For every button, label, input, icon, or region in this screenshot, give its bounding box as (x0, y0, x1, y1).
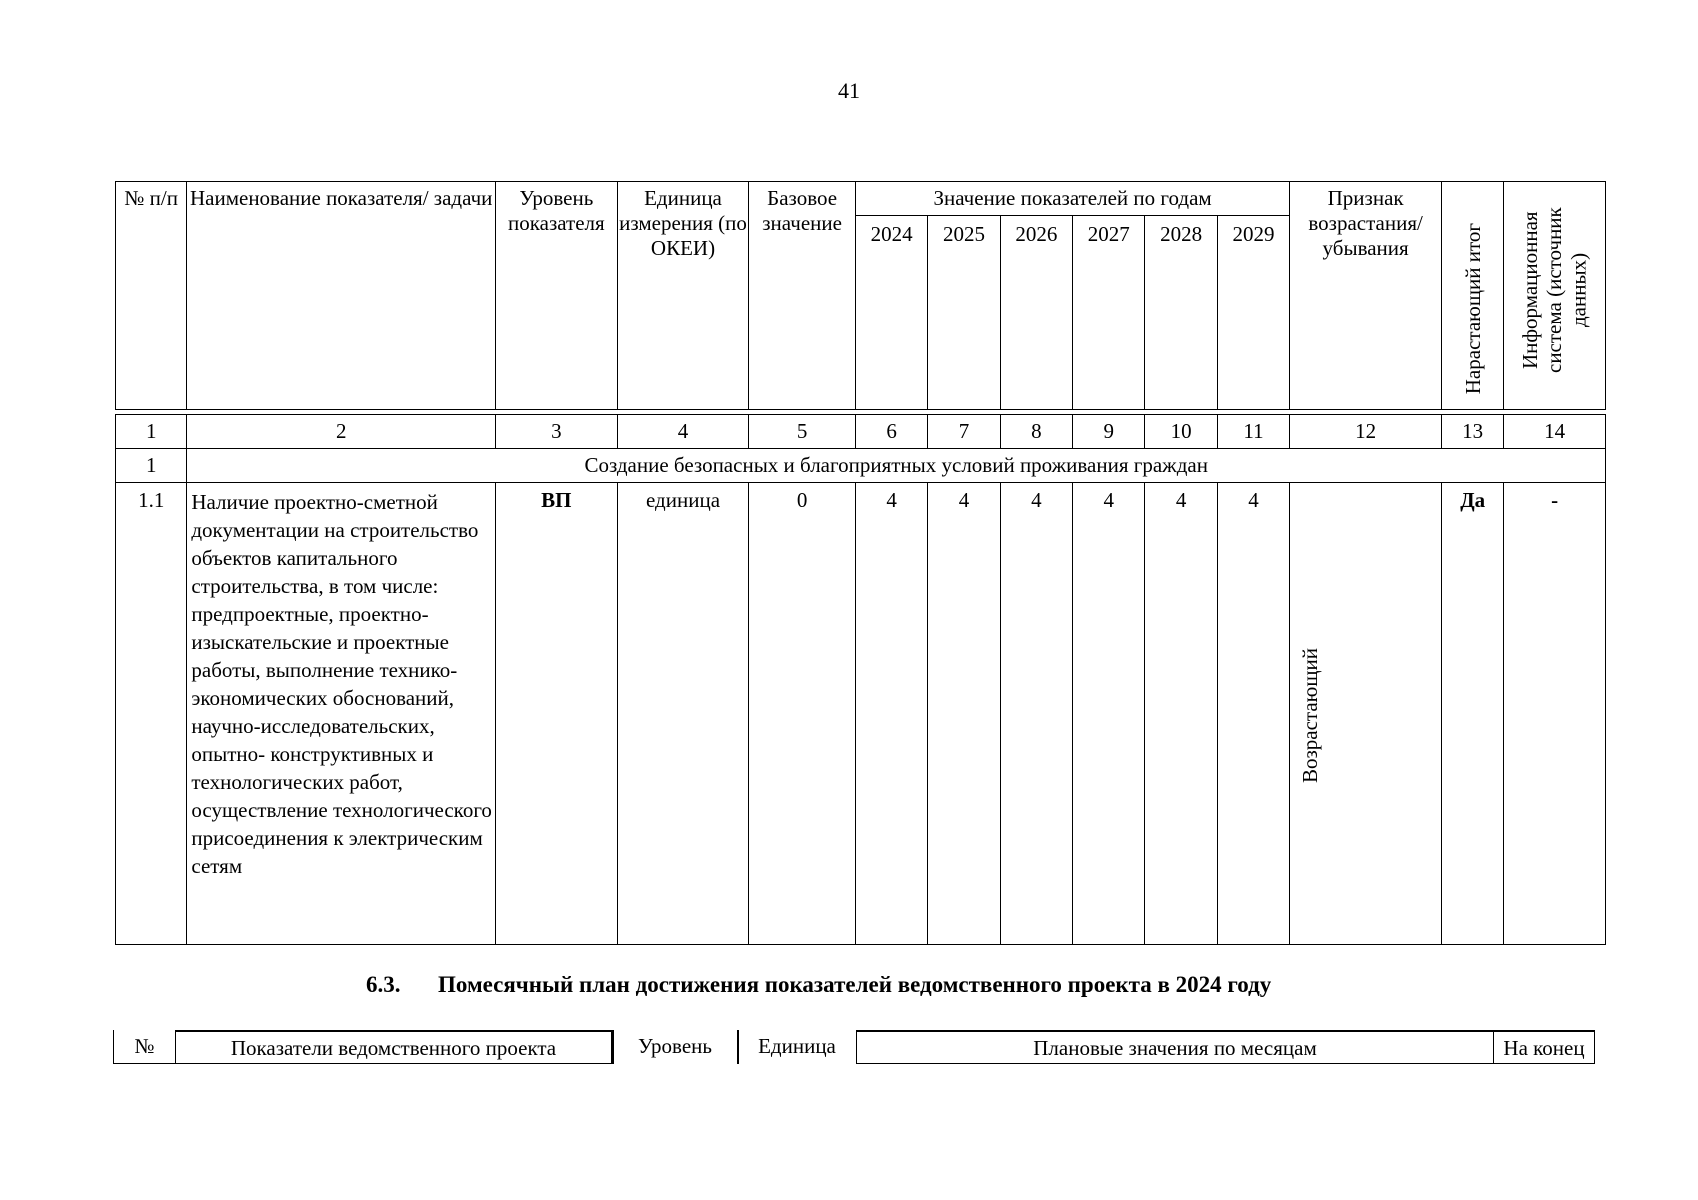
column-number: 13 (1442, 415, 1504, 449)
header-info-system (1504, 182, 1606, 410)
row-value-2029: 4 (1217, 483, 1289, 945)
header-year-2029: 2029 (1217, 216, 1289, 410)
column-number: 6 (855, 415, 927, 449)
next-table-header-unit: Единица (758, 1034, 836, 1058)
column-number: 1 (116, 415, 187, 449)
row-num: 1.1 (116, 483, 187, 945)
header-years-group: Значение показателей по годам (855, 182, 1289, 216)
column-number: 9 (1073, 415, 1145, 449)
page-number: 41 (838, 78, 860, 103)
row-value-2024: 4 (855, 483, 927, 945)
row-name: Наличие проектно-сметной документации на строительство объектов капитального строительства, в том числе: предпроектные, проектно-изыскательские и проектные работы, выполнение технико-экономических обоснований, научно-исследовательских, опытно- конструктивных и технологических работ, осуществление технологического присоединения к электрическим сетям (187, 483, 496, 945)
row-level: ВП (496, 483, 618, 945)
row-value-2027: 4 (1073, 483, 1145, 945)
row-trend-text: Возрастающий (1298, 648, 1323, 784)
indicators-table-header (115, 181, 1606, 410)
divider (737, 1030, 739, 1064)
row-trend (1290, 483, 1442, 945)
column-number: 7 (928, 415, 1000, 449)
column-number: 2 (187, 415, 496, 449)
column-number: 4 (617, 415, 749, 449)
header-year-2028: 2028 (1145, 216, 1217, 410)
table-row (116, 483, 1606, 945)
section-row (116, 449, 1606, 483)
next-table-header-level: Уровень (638, 1034, 712, 1058)
header-year-2024: 2024 (855, 216, 927, 410)
next-section-title: Помесячный план достижения показателей ведомственного проекта в 2024 году (438, 972, 1272, 997)
column-number: 3 (496, 415, 618, 449)
column-number: 14 (1504, 415, 1606, 449)
column-numbers-row (116, 415, 1606, 449)
header-cumulative-text: Нарастающий итог (1460, 223, 1485, 395)
header-num: № п/п (116, 182, 187, 410)
row-base: 0 (749, 483, 856, 945)
row-cumulative: Да (1442, 483, 1504, 945)
header-level: Уровень показателя (496, 182, 618, 410)
next-table-header-end: На конец (1494, 1030, 1595, 1064)
next-section-heading (366, 972, 1271, 998)
row-value-2026: 4 (1000, 483, 1072, 945)
column-number: 11 (1217, 415, 1289, 449)
row-value-2028: 4 (1145, 483, 1217, 945)
next-table-header-num: № (113, 1030, 175, 1064)
column-number: 12 (1290, 415, 1442, 449)
column-number: 5 (749, 415, 856, 449)
header-year-2026: 2026 (1000, 216, 1072, 410)
section-title: Создание безопасных и благоприятных условий проживания граждан (187, 449, 1606, 483)
column-number: 10 (1145, 415, 1217, 449)
section-num: 1 (116, 449, 187, 483)
next-table-header-monthly: Плановые значения по месяцам (856, 1030, 1494, 1064)
header-cumulative (1442, 182, 1504, 410)
header-year-2025: 2025 (928, 216, 1000, 410)
row-unit: единица (617, 483, 749, 945)
header-year-2027: 2027 (1073, 216, 1145, 410)
header-unit: Единица измерения (по ОКЕИ) (617, 182, 749, 410)
header-info-system-text: Информационная система (источник данных) (1518, 206, 1591, 373)
header-trend: Признак возрастания/ убывания (1290, 182, 1442, 410)
column-number: 8 (1000, 415, 1072, 449)
divider (612, 1030, 614, 1064)
header-base: Базовое значение (749, 182, 856, 410)
next-table-header-indicators: Показатели ведомственного проекта (175, 1030, 612, 1064)
row-info-system: - (1504, 483, 1606, 945)
header-name: Наименование показателя/ задачи (187, 182, 496, 410)
next-section-number: 6.3. (366, 972, 401, 997)
row-value-2025: 4 (928, 483, 1000, 945)
indicators-table-body (115, 414, 1606, 945)
